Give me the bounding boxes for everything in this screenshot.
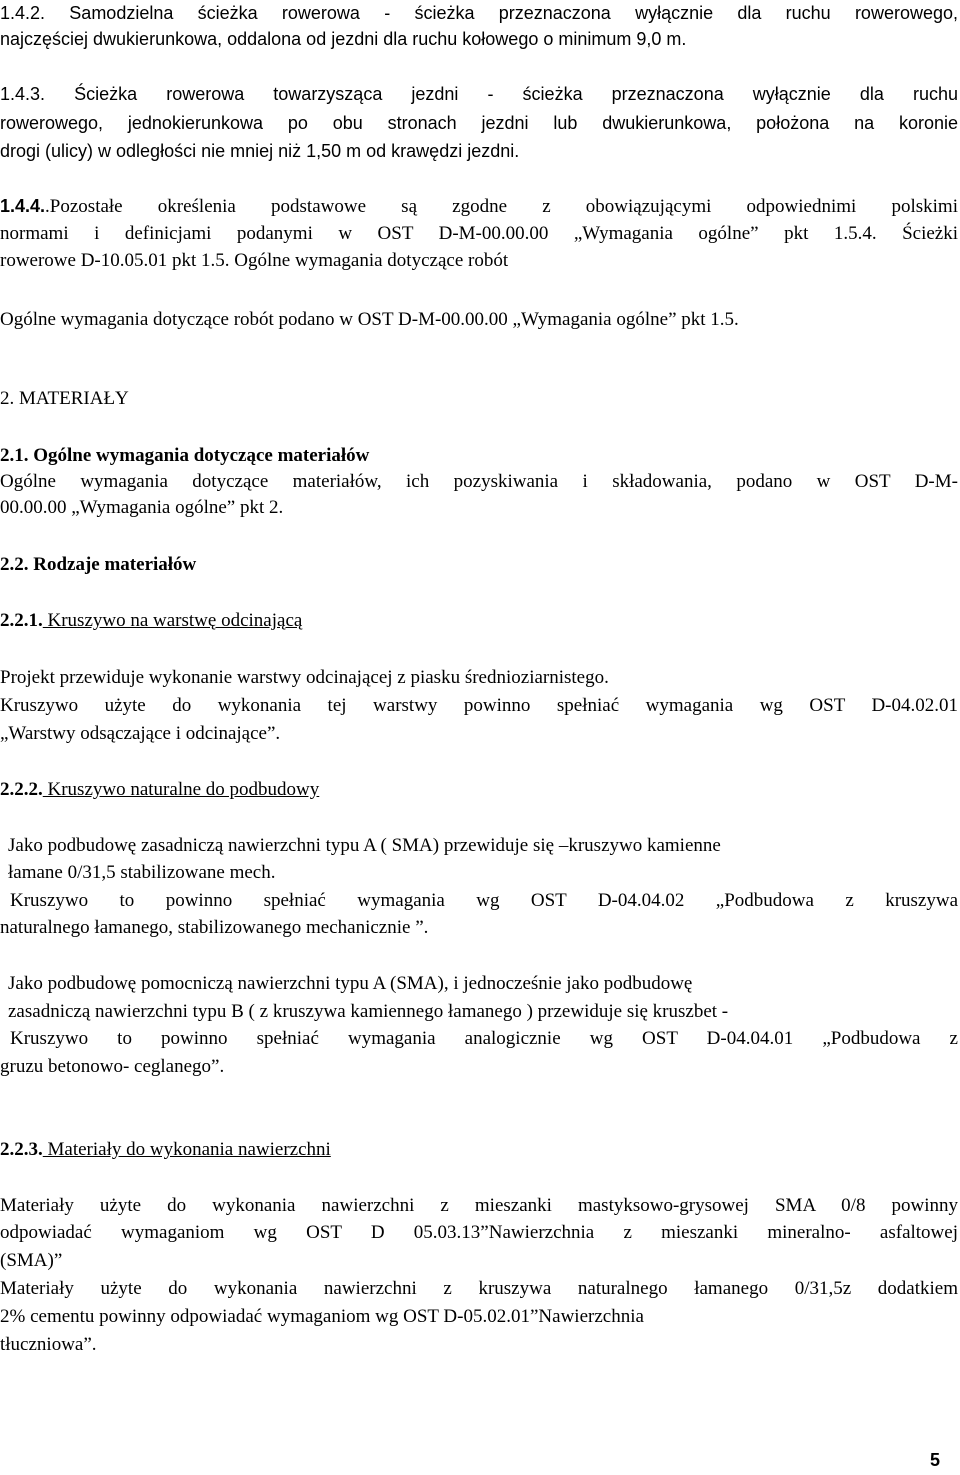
section-2-2-1-line-3: „Warstwy odsączające i odcinające”. [0,723,281,744]
section-2-2-3-p2-line-2: 2% cementu powinny odpowiadać wymaganiom wg OST D-05.02.01”Nawierzchnia [0,1306,644,1327]
section-2-heading: 2. MATERIAŁY [0,388,129,409]
section-1-4-2-line-2: najczęściej dwukierunkowa, oddalona od jezdni dla ruchu kołowego o minimum 9,0 m. [0,29,687,49]
section-2-2-3-p1-line-1: Materiały użyte do wykonania nawierzchni z mieszanki mastyksowo-grysowej SMA 0/8 powinny [0,1195,958,1216]
section-1-4-3-line-2: rowerowego, jednokierunkowa po obu stronach jezdni lub dwukierunkowa, położona na koronie [0,113,958,133]
section-2-2-2-p1-line-1: Jako podbudowę zasadniczą nawierzchni typu A ( SMA) przewiduje się –kruszywo kamienne [8,835,721,856]
general-works-paragraph: Ogólne wymagania dotyczące robót podano w OST D-M-00.00.00 „Wymagania ogólne” pkt 1.5. [0,309,739,330]
section-1-4-4-text: .Pozostałe określenia podstawowe są zgodne z obowiązującymi odpowiednimi polskimi [45,196,958,217]
section-2-2-2-p2-line-4: gruzu betonowo- ceglanego”. [0,1056,225,1077]
section-2-2-1-number: 2.2.1. [0,610,43,631]
section-2-2-3-number: 2.2.3. [0,1139,43,1160]
section-1-4-4-line-1 [0,193,958,220]
section-2-2-3-p2-line-1: Materiały użyte do wykonania nawierzchni z kruszywa naturalnego łamanego 0/31,5z dodatkiem [0,1278,958,1299]
section-1-4-4-title: Ogólne wymagania dotyczące robót [229,250,509,271]
section-1-4-4-line-2: normami i definicjami podanymi w OST D-M-00.00.00 „Wymagania ogólne” pkt 1.5.4. Ścieżki [0,223,958,244]
section-1-4-4-number: 1.4.4. [0,196,46,216]
section-2-2-2-p2-line-1: Jako podbudowę pomocniczą nawierzchni typu A (SMA), i jednocześnie jako podbudowę [8,973,693,994]
section-2-2-3-p2-line-3: tłuczniowa”. [0,1334,97,1355]
section-2-2-1-line-2: Kruszywo użyte do wykonania tej warstwy powinno spełniać wymagania wg OST D-04.02.01 [0,695,958,716]
section-1-4-4-ref: rowerowe D-10.05.01 pkt 1.5. [0,250,230,271]
section-2-2-3-title: Materiały do wykonania nawierzchni [42,1139,331,1160]
section-2-2-2-p1-line-3: Kruszywo to powinno spełniać wymagania wg OST D-04.04.02 „Podbudowa z kruszywa [10,890,958,911]
section-2-2-2-number: 2.2.2. [0,779,43,800]
section-2-1-line-1: Ogólne wymagania dotyczące materiałów, ich pozyskiwania i składowania, podano w OST D-M- [0,471,958,492]
section-2-1-heading: 2.1. Ogólne wymagania dotyczące materiałów [0,445,370,466]
section-1-4-4-line-3 [0,248,958,274]
section-2-1-line-2: 00.00.00 „Wymagania ogólne” pkt 2. [0,497,284,518]
section-2-2-2-title: Kruszywo naturalne do podbudowy [42,779,320,800]
section-2-2-2-p1-line-2: łamane 0/31,5 stabilizowane mech. [8,862,276,883]
section-2-2-heading: 2.2. Rodzaje materiałów [0,554,197,575]
section-2-2-2-heading [0,777,958,803]
section-2-2-3-p1-line-3: (SMA)” [0,1250,63,1271]
page-number: 5 [930,1450,941,1470]
section-2-2-2-p2-line-2: zasadniczą nawierzchni typu B ( z kruszywa kamiennego łamanego ) przewiduje się kruszbet - [8,1001,729,1022]
section-1-4-3-line-1: 1.4.3. Ścieżka rowerowa towarzysząca jezdni - ścieżka przeznaczona wyłącznie dla ruchu [0,84,958,104]
section-2-2-1-title: Kruszywo na warstwę odcinającą [42,610,303,631]
section-2-2-1-line-1: Projekt przewiduje wykonanie warstwy odcinającej z piasku średnioziarnistego. [0,667,609,688]
section-2-2-3-heading [0,1137,958,1163]
section-2-2-2-p1-line-4: naturalnego łamanego, stabilizowanego mechanicznie ”. [0,917,429,938]
section-1-4-3-line-3: drogi (ulicy) w odległości nie mniej niż 1,50 m od krawędzi jezdni. [0,141,520,161]
section-2-2-3-p1-line-2: odpowiadać wymaganiom wg OST D 05.03.13”Nawierzchnia z mieszanki mineralno- asfaltowej [0,1222,958,1243]
section-2-2-1-heading [0,608,958,634]
section-2-2-2-p2-line-3: Kruszywo to powinno spełniać wymagania analogicznie wg OST D-04.04.01 „Podbudowa z [10,1028,958,1049]
section-1-4-2-line-1: 1.4.2. Samodzielna ścieżka rowerowa - ścieżka przeznaczona wyłącznie dla ruchu rowerowego, [0,3,958,23]
